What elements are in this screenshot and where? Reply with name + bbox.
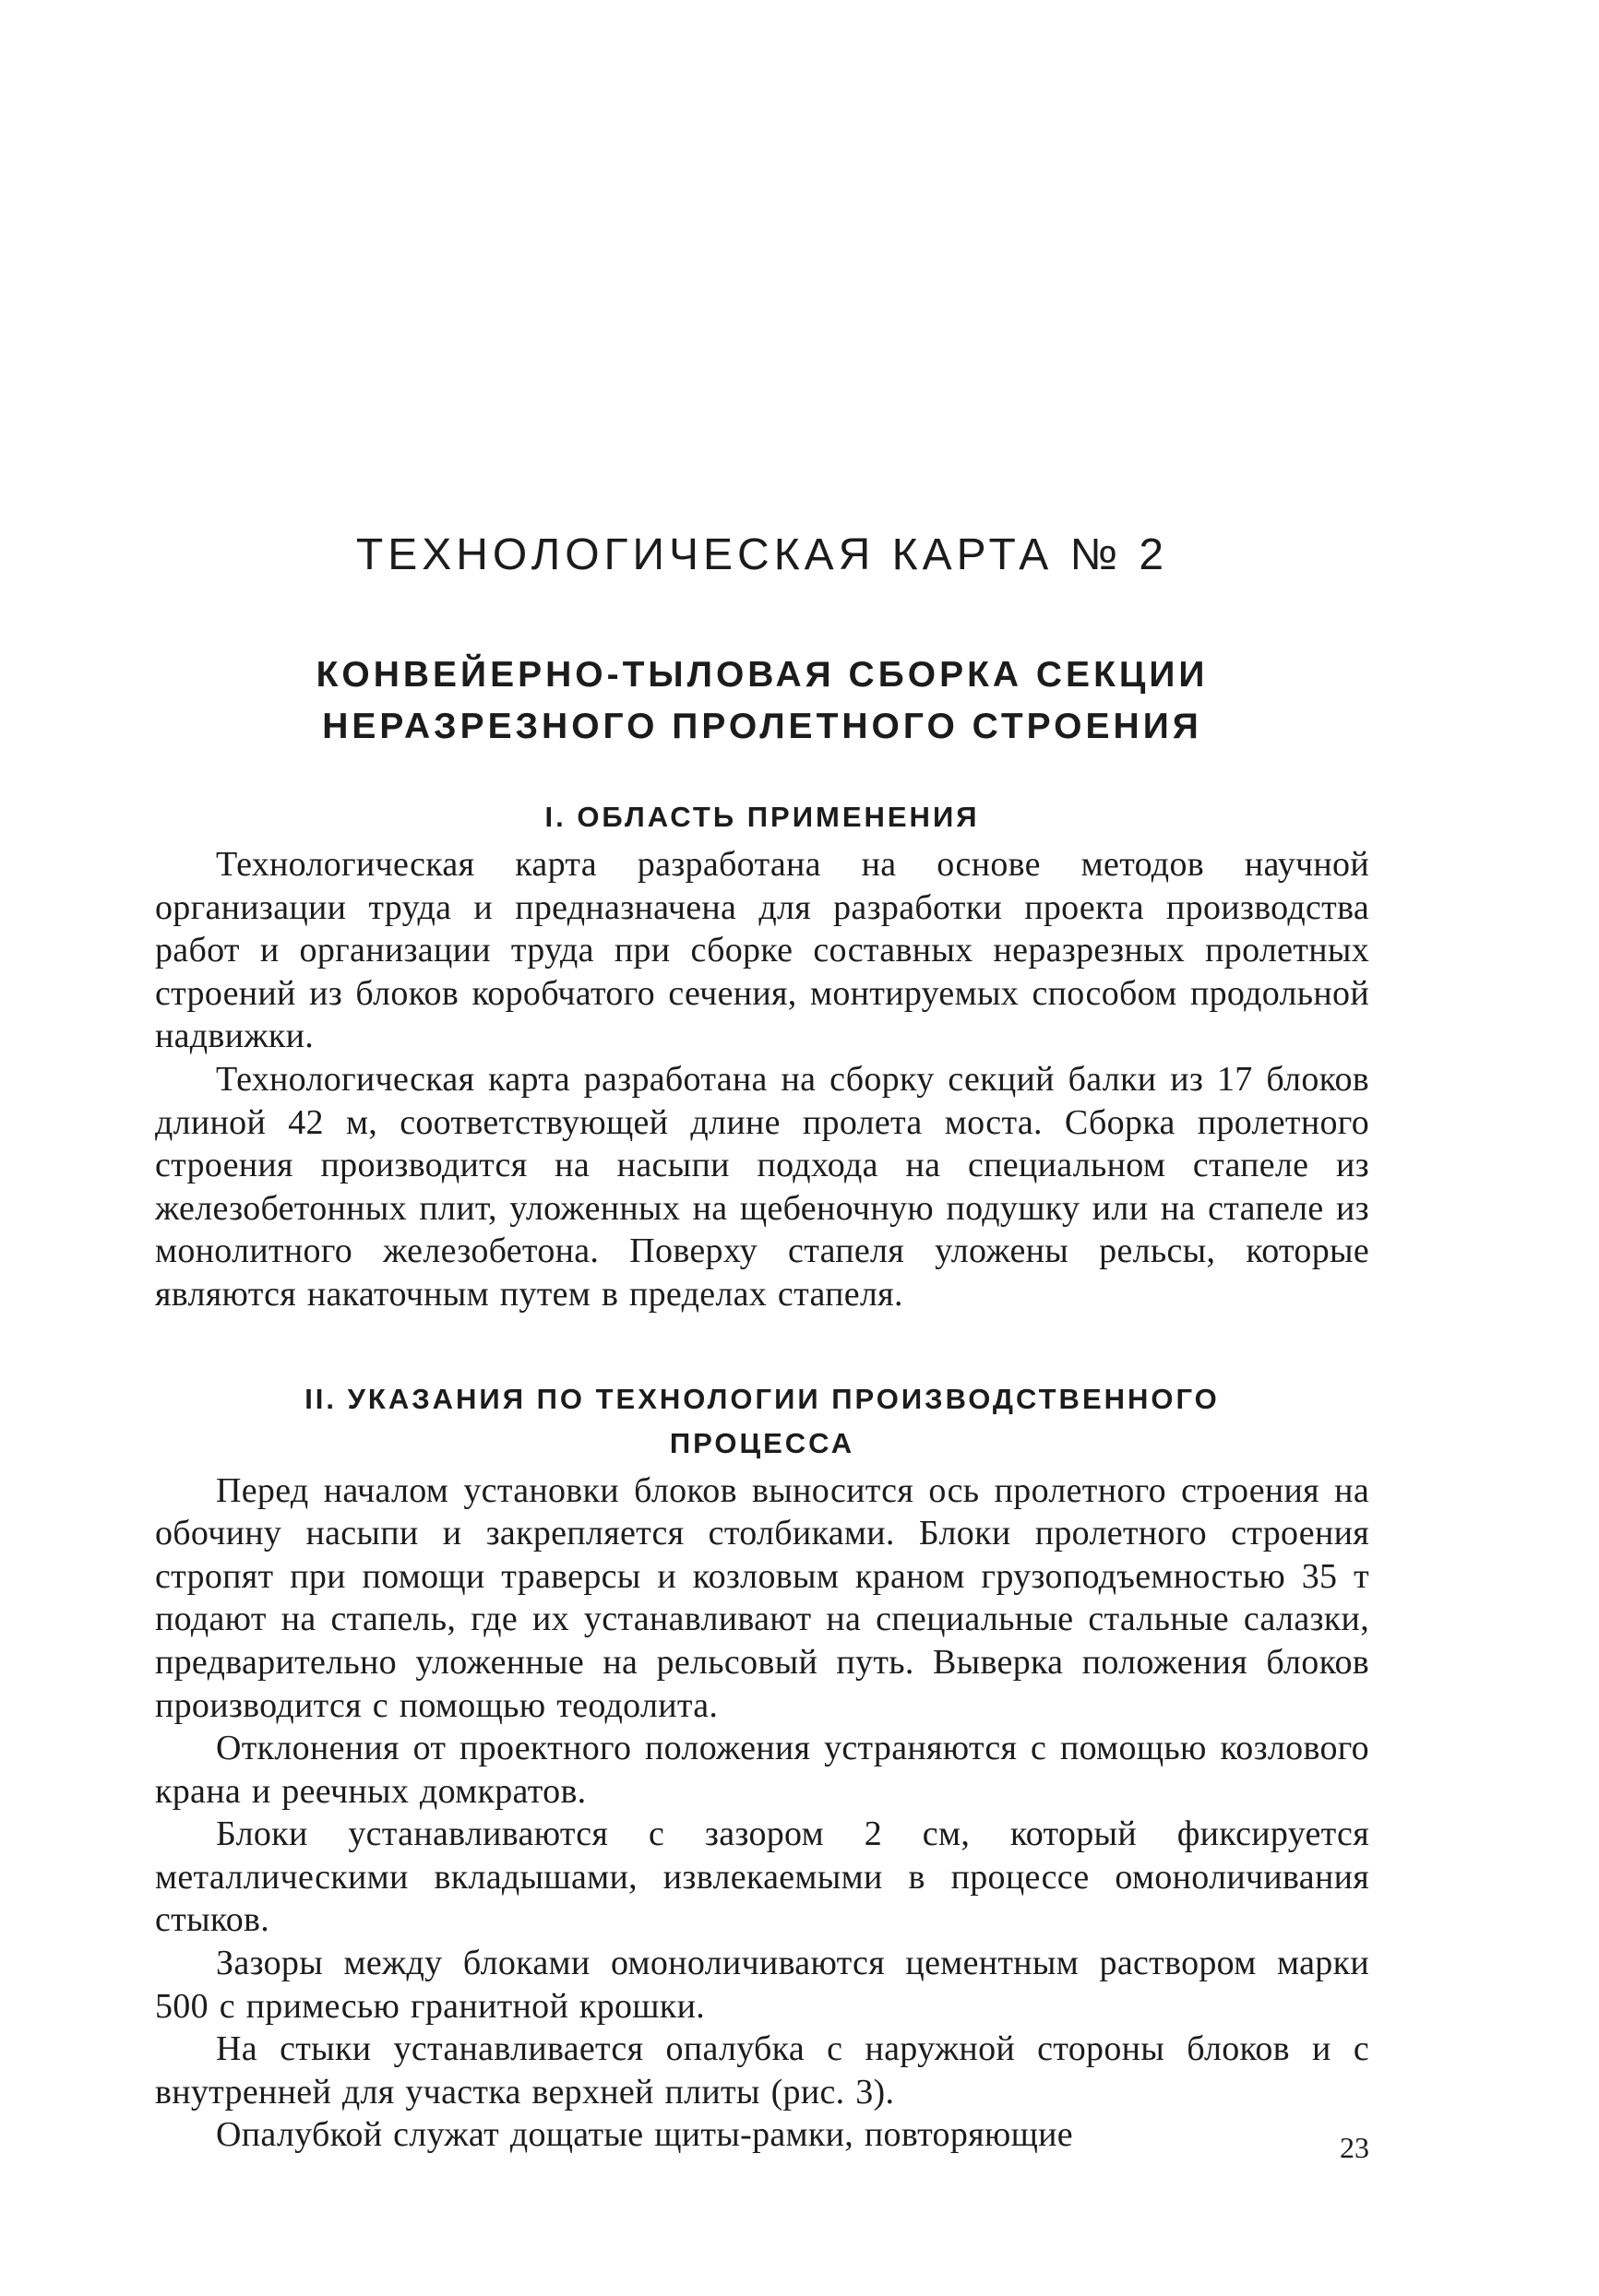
paragraph: Блоки устанавливаются с зазором 2 см, который фиксируется металлическими вкладышами, извлекаемыми в процессе омоноличивания стыков. xyxy=(155,1814,1369,1940)
paragraph: На стыки устанавливается опалубка с наружной стороны блоков и с внутренней для участка верхней плиты (рис. 3). xyxy=(155,2029,1369,2112)
section-process-instructions xyxy=(155,1377,1369,2158)
card-title: ТЕХНОЛОГИЧЕСКАЯ КАРТА № 2 xyxy=(355,530,1169,579)
section-heading xyxy=(155,795,1369,839)
section-heading xyxy=(155,1377,1369,1466)
section-heading-line-1: II. УКАЗАНИЯ ПО ТЕХНОЛОГИИ ПРОИЗВОДСТВЕННОГО xyxy=(304,1382,1220,1415)
paragraph: Технологическая карта разработана на сборку секций балки из 17 блоков длиной 42 м, соответствующей длине пролета моста. Сборка пролетного строения производится на насыпи подхода на специальном стапеле из железобетонных плит, уложенных на щебеночную подушку или на стапеле из монолитного железобетона. Поверху стапеля уложены рельсы, которые являются накаточным путем в пределах стапеля. xyxy=(155,1059,1369,1314)
section-scope xyxy=(155,795,1369,1316)
paragraph: Отклонения от проектного положения устраняются с помощью козлового крана и реечных домкратов. xyxy=(155,1729,1369,1811)
document-title xyxy=(155,649,1369,753)
paragraph: Зазоры между блоками омоноличиваются цементным раствором марки 500 с примесью гранитной крошки. xyxy=(155,1944,1369,2026)
paragraph: Опалубкой служат дощатые щиты-рамки, повторяющие xyxy=(216,2115,1073,2155)
page-number: 23 xyxy=(1340,2131,1369,2164)
document-title-line-1: КОНВЕЙЕРНО-ТЫЛОВАЯ СБОРКА СЕКЦИИ xyxy=(316,655,1209,695)
document-title-line-2: НЕРАЗРЕЗНОГО ПРОЛЕТНОГО СТРОЕНИЯ xyxy=(322,707,1202,746)
section-heading-text: I. ОБЛАСТЬ ПРИМЕНЕНИЯ xyxy=(544,801,980,833)
paragraph: Технологическая карта разработана на основе методов научной организации труда и предназначена для разработки проекта производства работ и организации труда при сборке составных неразрезных пролетных строений из блоков коробчатого сечения, монтируемых способом продольной надвижки. xyxy=(155,845,1369,1056)
paragraph: Перед началом установки блоков выносится ось пролетного строения на обочину насыпи и закрепляется столбиками. Блоки пролетного строения стропят при помощи траверсы и козловым краном грузоподъемностью 35 т подают на стапель, где их устанавливают на специальные стальные салазки, предварительно уложенные на рельсовый путь. Выверка положения блоков производится с помощью теодолита. xyxy=(155,1470,1369,1725)
section-heading-line-2: ПРОЦЕССА xyxy=(669,1426,855,1459)
page-body xyxy=(155,530,1369,2157)
